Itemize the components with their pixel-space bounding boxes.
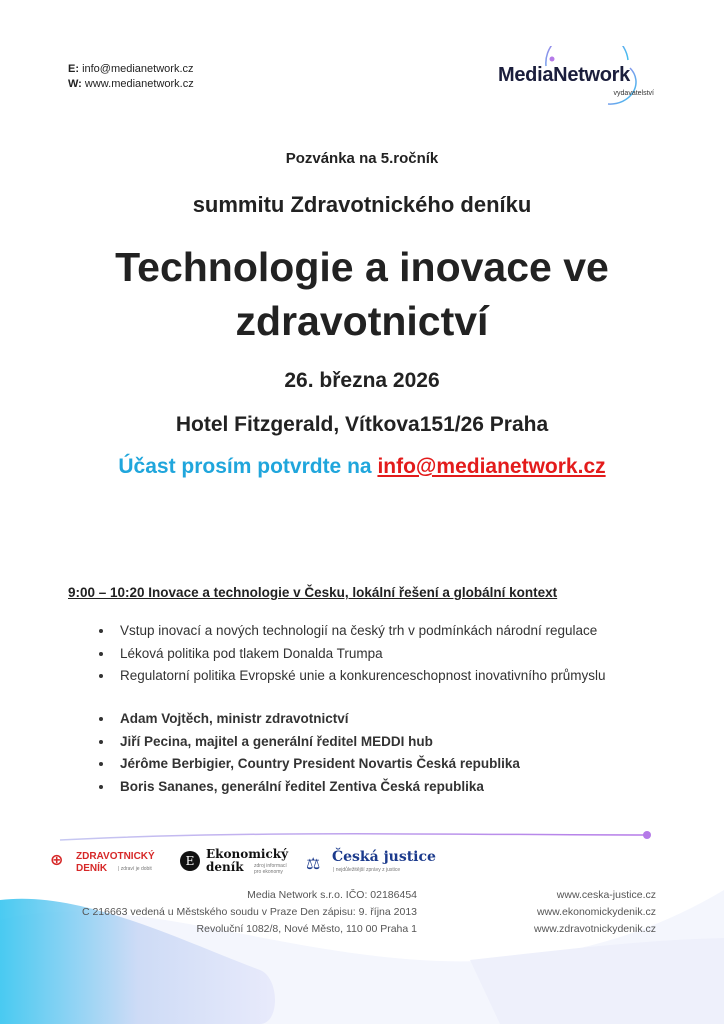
company-line: Revoluční 1082/8, Nové Město, 110 00 Praha 1 <box>196 923 417 935</box>
contact-block <box>68 62 194 92</box>
rsvp-line <box>0 455 724 479</box>
ed-logo-text: Ekonomický deník <box>206 847 289 874</box>
topics-list <box>68 620 606 688</box>
logo-subtitle: vydavatelství <box>613 90 654 97</box>
company-info <box>60 887 417 938</box>
web-line: W: www.medianetwork.cz <box>68 78 194 90</box>
speaker-item: • Boris Sananes, generální ředitel Zentiva Česká republika <box>114 776 520 799</box>
topic-item: • Vstup inovací a nových technologií na český trh v podmínkách národní regulace <box>114 620 606 643</box>
speaker-item: • Jiří Pecina, majitel a generální ředitel MEDDI hub <box>114 731 520 754</box>
cj-tagline: | nejdůležitější zprávy z justice <box>333 867 401 873</box>
rsvp-text: Účast prosím potvrdte na <box>118 455 372 478</box>
program-block-title: 9:00 – 10:20 Inovace a technologie v Česku, lokální řešení a globální kontext <box>68 585 558 600</box>
website-link[interactable]: www.ceska-justice.cz <box>556 889 656 901</box>
title-line-2: zdravotnictví <box>235 298 489 344</box>
gavel-icon: ⚖ <box>306 856 321 873</box>
ed-logo-icon: E <box>180 851 200 871</box>
topic-item: • Léková politika pod tlakem Donalda Trumpa <box>114 643 606 666</box>
invitation-line: Pozvánka na 5.ročník <box>285 150 439 167</box>
title-line-1: Technologie a inovace ve <box>115 244 609 290</box>
email-line: E: info@medianetwork.cz <box>68 63 194 75</box>
summit-subtitle: summitu Zdravotnického deníku <box>192 192 532 217</box>
speakers-list <box>68 708 520 798</box>
cj-logo-text: Česká justice <box>332 849 436 865</box>
topic-item: • Regulatorní politika Evropské unie a konkurenceschopnost inovativního průmyslu <box>114 665 606 688</box>
speaker-item: • Jérôme Berbigier, Country President Novartis Česká republika <box>114 753 520 776</box>
rsvp-email-link[interactable]: info@medianetwork.cz <box>377 455 606 478</box>
zd-logo-text: ZDRAVOTNICKÝ DENÍK <box>76 851 155 874</box>
footer-websites <box>480 887 656 938</box>
event-title <box>0 240 724 348</box>
speaker-item: • Adam Vojtěch, ministr zdravotnictví <box>114 708 520 731</box>
website-link[interactable]: www.zdravotnickydenik.cz <box>534 923 656 935</box>
zd-tagline: | zdraví je dobit <box>118 866 152 872</box>
event-venue: Hotel Fitzgerald, Vítkova151/26 Praha <box>175 413 549 436</box>
logo-wordmark: MediaNetwork <box>498 64 630 86</box>
event-date: 26. března 2026 <box>284 369 440 392</box>
web-link[interactable]: www.medianetwork.cz <box>84 78 194 90</box>
website-link[interactable]: www.ekonomickydenik.cz <box>536 906 656 918</box>
medianetwork-logo <box>498 46 668 106</box>
company-line: Media Network s.r.o. IČO: 02186454 <box>247 889 417 901</box>
company-line: C 216663 vedená u Městského soudu v Praze Den zápisu: 9. října 2013 <box>81 906 417 918</box>
ed-tagline: zdroj informací pro ekonomy <box>254 863 287 875</box>
medical-cross-icon: ⊕ <box>50 852 64 869</box>
email-link[interactable]: info@medianetwork.cz <box>82 63 194 75</box>
